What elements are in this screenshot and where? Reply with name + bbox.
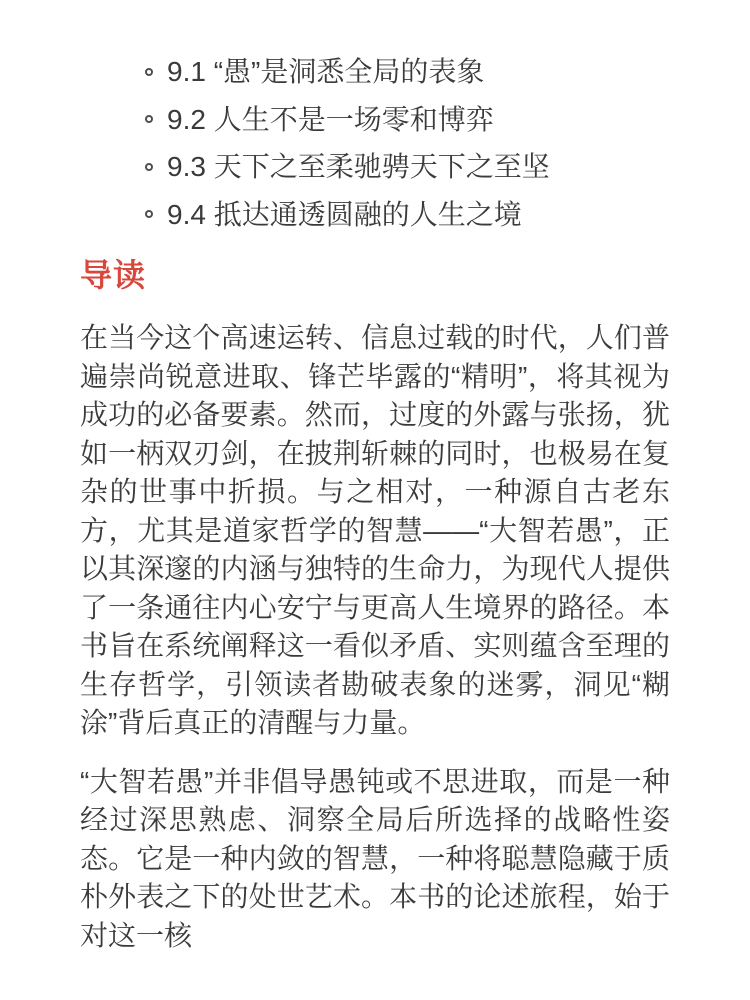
circle-bullet-icon: [145, 210, 153, 218]
list-item[interactable]: [80, 96, 670, 144]
section-heading: 导读: [80, 257, 147, 293]
paragraph: 在当今这个高速运转、信息过载的时代，人们普遍崇尚锐意进取、锋芒毕露的“精明”，将其视为成功的必备要素。然而，过度的外露与张扬，犹如一柄双刃剑，在披荆斩棘的同时，也极易在复杂的世事中折损。与之相对，一种源自古老东方，尤其是道家哲学的智慧——“大智若愚”，正以其深邃的内涵与独特的生命力，为现代人提供了一条通往内心安宁与更高人生境界的路径。本书旨在系统阐释这一看似矛盾、实则蕴含至理的生存哲学，引领读者勘破表象的迷雾，洞见“糊涂”背后真正的清醒与力量。: [80, 322, 670, 738]
circle-bullet-icon: [145, 68, 153, 76]
chapter-link-label: 9.4 抵达通透圆融的人生之境: [167, 198, 522, 230]
paragraph: “大智若愚”并非倡导愚钝或不思进取，而是一种经过深思熟虑、洞察全局后所选择的战略性姿态。它是一种内敛的智慧，一种将聪慧隐藏于质朴外表之下的处世艺术。本书的论述旅程，始于对这一核: [80, 765, 670, 951]
list-item[interactable]: [80, 48, 670, 96]
chapter-list: [80, 48, 670, 238]
chapter-link-label: 9.1 “愚”是洞悉全局的表象: [167, 56, 485, 87]
list-item[interactable]: [80, 191, 670, 239]
circle-bullet-icon: [145, 115, 153, 123]
chapter-link-label: 9.3 天下之至柔驰骋天下之至坚: [167, 151, 550, 182]
chapter-link-label: 9.2 人生不是一场零和博弈: [167, 103, 494, 135]
circle-bullet-icon: [145, 163, 153, 171]
list-item[interactable]: [80, 143, 670, 191]
